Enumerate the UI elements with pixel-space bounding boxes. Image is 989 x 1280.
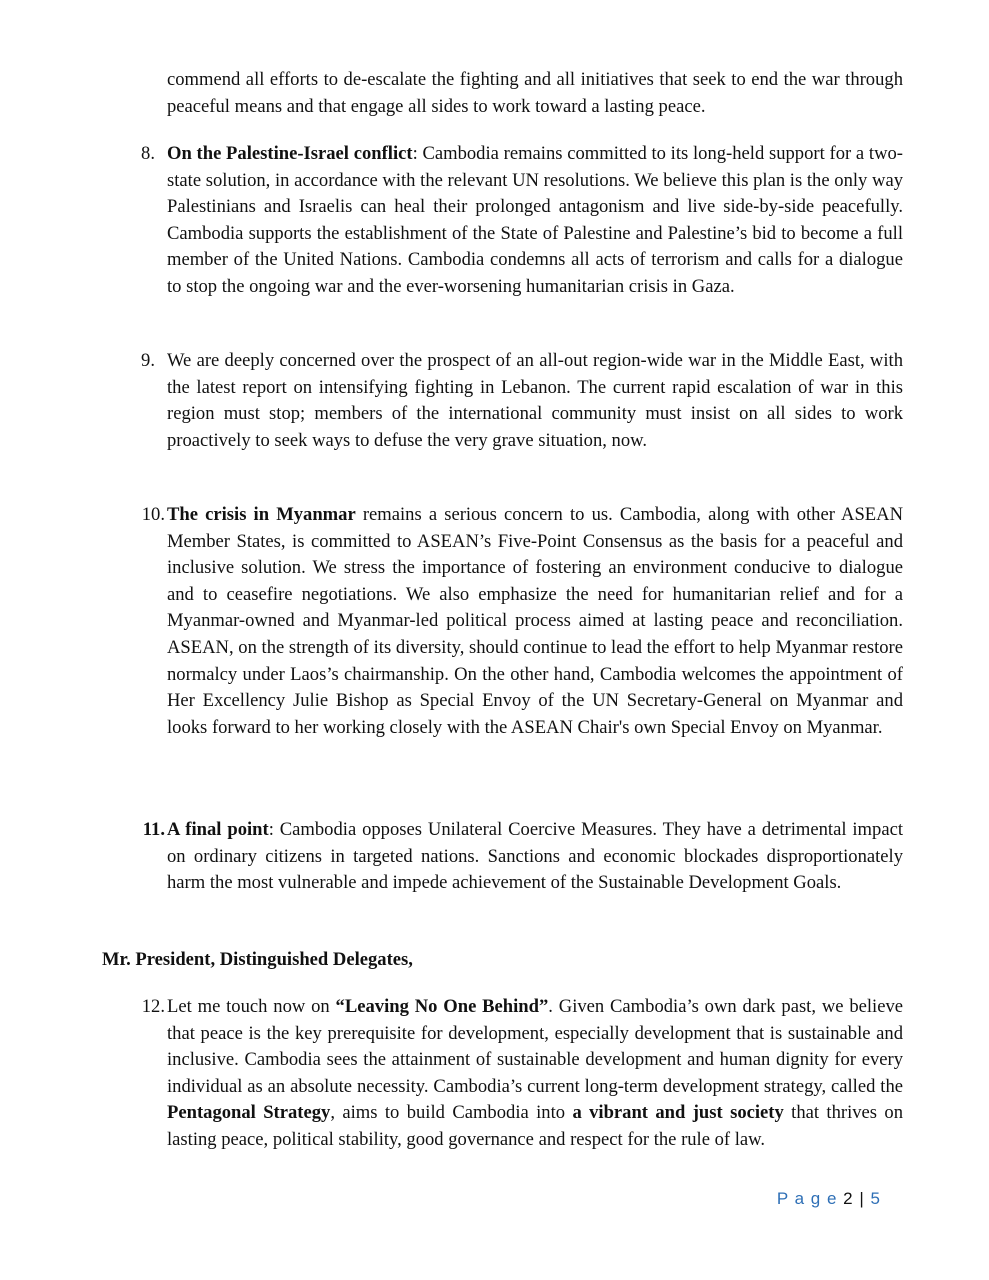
paragraph-12-bold-1: “Leaving No One Behind” [335,996,549,1017]
page-number-current: 2 [843,1189,854,1208]
intro-text: commend all efforts to de-escalate the fighting and all initiatives that seek to end the war through peaceful means and that engage all sides to work toward a lasting peace. [167,69,903,117]
paragraph-10-text: remains a serious concern to us. Cambodia, along with other ASEAN Member States, is committed to ASEAN’s Five-Point Consensus as the basis for a peaceful and inclusive solution. We stress the importance of fostering an environment conducive to dialogue and to ceasefire negotiations. We also emphasize the need for humanitarian relief and for a Myanmar-owned and Myanmar-led political process aimed at lasting peace and reconciliation. ASEAN, on the strength of its diversity, should continue to lead the effort to help Myanmar restore normalcy under Laos’s chairmanship. On the other hand, Cambodia welcomes the appointment of Her Excellency Julie Bishop as Special Envoy of the UN Secretary-General on Myanmar and looks forward to her working closely with the ASEAN Chair's own Special Envoy on Myanmar. [167,504,903,738]
paragraph-12-bold-3: a vibrant and just society [572,1102,784,1124]
paragraph-12 [167,994,903,1154]
paragraph-12-text-3: , aims to build Cambodia into [330,1102,573,1124]
paragraph-9 [167,348,903,454]
paragraph-11 [167,817,903,897]
intro-paragraph [167,67,903,120]
paragraph-number-10: 10. [141,504,165,525]
salutation-heading: Mr. President, Distinguished Delegates, [102,949,413,970]
paragraph-12-text-4: that thrives on lasting peace, political stability, good governance and respect for the rule of law. [167,1102,904,1150]
paragraph-12-bold-2: Pentagonal Strategy [167,1102,331,1124]
paragraph-number-8: 8. [141,143,155,164]
paragraph-number-9: 9. [141,350,155,371]
page-label: P a g e [776,1189,838,1208]
paragraph-11-heading: A final point [167,819,269,840]
paragraph-8-text: : Cambodia remains committed to its long-held support for a two-state solution, in accordance with the relevant UN resolutions. We believe this plan is the only way Palestinians and Israelis can heal their prolonged antagonism and live side-by-side peacefully. Cambodia supports the establishment of the State of Palestine and Palestine’s bid to become a full member of the United Nations. Cambodia condemns all acts of terrorism and calls for a dialogue to stop the ongoing war and the ever-worsening humanitarian crisis in Gaza. [167,143,903,297]
page-footer [777,1189,881,1209]
paragraph-8-heading: On the Palestine-Israel conflict [167,143,413,164]
paragraph-10 [167,502,903,741]
paragraph-9-text: We are deeply concerned over the prospect of an all-out region-wide war in the Middle East, with the latest report on intensifying fighting in Lebanon. The current rapid escalation of war in this region must stop; members of the international community must insist on all sides to work proactively to seek ways to defuse the very grave situation, now. [167,350,903,451]
paragraph-number-12: 12. [141,996,165,1017]
paragraph-number-11: 11. [142,819,165,840]
paragraph-11-text: : Cambodia opposes Unilateral Coercive Measures. They have a detrimental impact on ordinary citizens in targeted nations. Sanctions and economic blockades disproportionately harm the most vulnerable and impede achievement of the Sustainable Development Goals. [167,819,903,894]
paragraph-12-text-1: Let me touch now on [167,996,336,1017]
paragraph-8 [167,141,903,301]
paragraph-12-text-2: . Given Cambodia’s own dark past, we believe that peace is the key prerequisite for development, especially development that is sustainable and inclusive. Cambodia sees the attainment of sustainable development and human dignity for every individual as an absolute necessity. Cambodia’s current long-term development strategy, called the [167,996,904,1097]
page-number-total: 5 [870,1189,881,1208]
paragraph-10-heading: The crisis in Myanmar [167,504,356,525]
page-number-separator: | [859,1189,865,1208]
